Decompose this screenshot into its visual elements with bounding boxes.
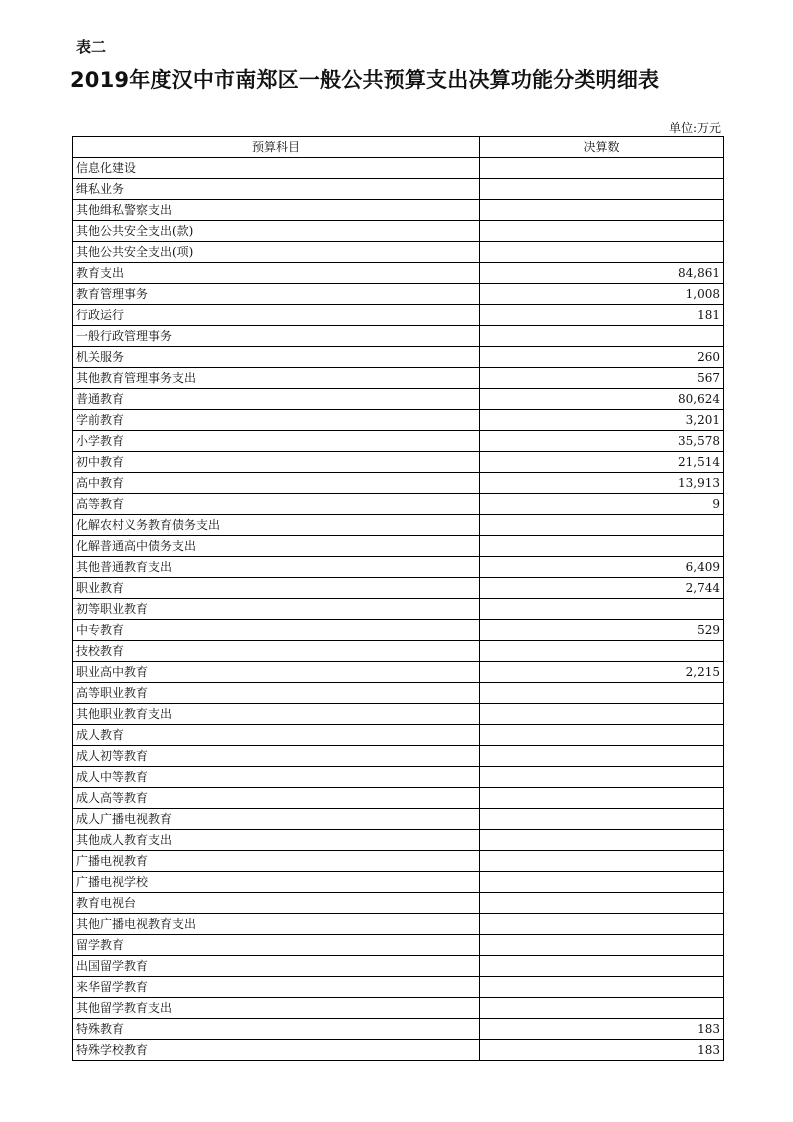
table-row — [73, 641, 724, 662]
budget-item-name: 成人教育 — [73, 725, 480, 746]
budget-item-name: 高等职业教育 — [73, 683, 480, 704]
final-amount-value — [480, 599, 724, 620]
final-amount-value: 260 — [480, 347, 724, 368]
budget-item-name: 成人中等教育 — [73, 767, 480, 788]
table-row — [73, 998, 724, 1019]
budget-item-name: 一般行政管理事务 — [73, 326, 480, 347]
table-row — [73, 578, 724, 599]
table-row — [73, 893, 724, 914]
table-row — [73, 788, 724, 809]
table-body — [73, 158, 724, 1061]
table-number: 表二 — [76, 38, 107, 56]
table-row — [73, 494, 724, 515]
final-amount-value: 80,624 — [480, 389, 724, 410]
table-row — [73, 179, 724, 200]
budget-table — [72, 136, 724, 1061]
budget-item-name: 小学教育 — [73, 431, 480, 452]
table-row — [73, 347, 724, 368]
table-row — [73, 536, 724, 557]
final-amount-value: 35,578 — [480, 431, 724, 452]
table-header-row — [73, 137, 724, 158]
final-amount-value — [480, 158, 724, 179]
budget-item-name: 其他留学教育支出 — [73, 998, 480, 1019]
table-row — [73, 221, 724, 242]
final-amount-value — [480, 725, 724, 746]
final-amount-value: 3,201 — [480, 410, 724, 431]
budget-item-name: 出国留学教育 — [73, 956, 480, 977]
budget-item-name: 化解农村义务教育债务支出 — [73, 515, 480, 536]
final-amount-value: 9 — [480, 494, 724, 515]
final-amount-value — [480, 851, 724, 872]
final-amount-value — [480, 914, 724, 935]
table-row — [73, 158, 724, 179]
final-amount-value: 13,913 — [480, 473, 724, 494]
final-amount-value — [480, 998, 724, 1019]
budget-item-name: 其他成人教育支出 — [73, 830, 480, 851]
table-row — [73, 431, 724, 452]
table-row — [73, 326, 724, 347]
budget-item-name: 初中教育 — [73, 452, 480, 473]
budget-item-name: 缉私业务 — [73, 179, 480, 200]
final-amount-value: 181 — [480, 305, 724, 326]
table-row — [73, 956, 724, 977]
table-row — [73, 557, 724, 578]
budget-item-name: 中专教育 — [73, 620, 480, 641]
budget-item-name: 特殊教育 — [73, 1019, 480, 1040]
unit-label: 单位:万元 — [668, 121, 721, 135]
final-amount-value: 21,514 — [480, 452, 724, 473]
column-header-final-amount: 决算数 — [480, 137, 724, 158]
final-amount-value: 183 — [480, 1019, 724, 1040]
budget-item-name: 职业教育 — [73, 578, 480, 599]
final-amount-value — [480, 242, 724, 263]
budget-item-name: 广播电视教育 — [73, 851, 480, 872]
table-row — [73, 452, 724, 473]
table-row — [73, 263, 724, 284]
final-amount-value — [480, 641, 724, 662]
table-row — [73, 410, 724, 431]
table-row — [73, 872, 724, 893]
final-amount-value: 567 — [480, 368, 724, 389]
budget-item-name: 其他教育管理事务支出 — [73, 368, 480, 389]
table-row — [73, 1040, 724, 1061]
final-amount-value — [480, 935, 724, 956]
final-amount-value — [480, 179, 724, 200]
budget-item-name: 其他职业教育支出 — [73, 704, 480, 725]
budget-item-name: 学前教育 — [73, 410, 480, 431]
final-amount-value — [480, 809, 724, 830]
page-title: 2019年度汉中市南郑区一般公共预算支出决算功能分类明细表 — [70, 68, 660, 92]
final-amount-value — [480, 788, 724, 809]
final-amount-value — [480, 767, 724, 788]
table-row — [73, 935, 724, 956]
final-amount-value — [480, 956, 724, 977]
final-amount-value: 2,744 — [480, 578, 724, 599]
table-row — [73, 977, 724, 998]
final-amount-value — [480, 683, 724, 704]
budget-item-name: 高中教育 — [73, 473, 480, 494]
table-row — [73, 368, 724, 389]
table-row — [73, 683, 724, 704]
table-row — [73, 914, 724, 935]
table-row — [73, 515, 724, 536]
final-amount-value — [480, 830, 724, 851]
budget-item-name: 普通教育 — [73, 389, 480, 410]
final-amount-value — [480, 515, 724, 536]
table-row — [73, 725, 724, 746]
final-amount-value: 6,409 — [480, 557, 724, 578]
budget-item-name: 成人高等教育 — [73, 788, 480, 809]
final-amount-value — [480, 326, 724, 347]
budget-item-name: 教育电视台 — [73, 893, 480, 914]
budget-item-name: 技校教育 — [73, 641, 480, 662]
column-header-budget-item: 预算科目 — [73, 137, 480, 158]
budget-item-name: 初等职业教育 — [73, 599, 480, 620]
final-amount-value: 84,861 — [480, 263, 724, 284]
table-row — [73, 704, 724, 725]
table-row — [73, 389, 724, 410]
table-row — [73, 242, 724, 263]
table-row — [73, 851, 724, 872]
budget-item-name: 特殊学校教育 — [73, 1040, 480, 1061]
table-row — [73, 1019, 724, 1040]
budget-item-name: 成人初等教育 — [73, 746, 480, 767]
budget-item-name: 来华留学教育 — [73, 977, 480, 998]
budget-item-name: 教育支出 — [73, 263, 480, 284]
table-row — [73, 830, 724, 851]
table-row — [73, 284, 724, 305]
budget-item-name: 行政运行 — [73, 305, 480, 326]
budget-item-name: 化解普通高中债务支出 — [73, 536, 480, 557]
final-amount-value — [480, 872, 724, 893]
final-amount-value: 183 — [480, 1040, 724, 1061]
final-amount-value — [480, 704, 724, 725]
table-row — [73, 599, 724, 620]
table-row — [73, 473, 724, 494]
budget-item-name: 其他缉私警察支出 — [73, 200, 480, 221]
budget-item-name: 其他公共安全支出(项) — [73, 242, 480, 263]
table-row — [73, 746, 724, 767]
budget-item-name: 广播电视学校 — [73, 872, 480, 893]
final-amount-value — [480, 893, 724, 914]
final-amount-value — [480, 536, 724, 557]
budget-item-name: 成人广播电视教育 — [73, 809, 480, 830]
final-amount-value: 529 — [480, 620, 724, 641]
final-amount-value — [480, 200, 724, 221]
budget-item-name: 其他广播电视教育支出 — [73, 914, 480, 935]
final-amount-value — [480, 221, 724, 242]
budget-item-name: 信息化建设 — [73, 158, 480, 179]
table-row — [73, 809, 724, 830]
budget-item-name: 职业高中教育 — [73, 662, 480, 683]
budget-item-name: 高等教育 — [73, 494, 480, 515]
table-row — [73, 662, 724, 683]
final-amount-value — [480, 977, 724, 998]
budget-item-name: 留学教育 — [73, 935, 480, 956]
final-amount-value: 1,008 — [480, 284, 724, 305]
budget-item-name: 教育管理事务 — [73, 284, 480, 305]
table-row — [73, 305, 724, 326]
final-amount-value — [480, 746, 724, 767]
budget-item-name: 其他公共安全支出(款) — [73, 221, 480, 242]
table-row — [73, 620, 724, 641]
final-amount-value: 2,215 — [480, 662, 724, 683]
budget-item-name: 机关服务 — [73, 347, 480, 368]
budget-item-name: 其他普通教育支出 — [73, 557, 480, 578]
table-row — [73, 200, 724, 221]
table-row — [73, 767, 724, 788]
